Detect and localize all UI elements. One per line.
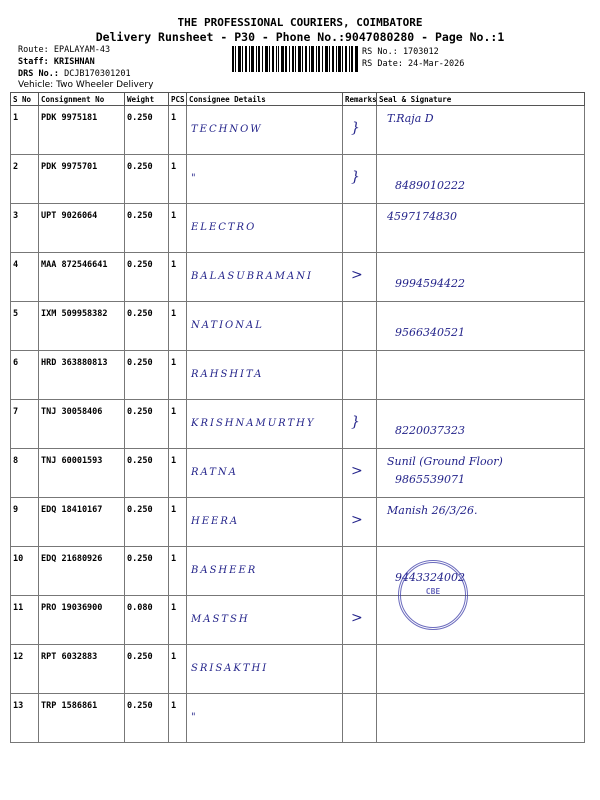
cell-weight: 0.250 [125,155,169,204]
cell-signature [377,155,585,204]
consignee-handwriting: " [191,173,198,184]
cell-sno: 12 [11,645,39,694]
consignee-handwriting: RATNA [191,467,238,478]
cell-pcs: 1 [169,400,187,449]
cell-consignee [187,596,343,645]
cell-sno: 6 [11,351,39,400]
cell-signature [377,400,585,449]
cell-weight: 0.250 [125,694,169,743]
cell-consignment: PRO 19036900 [39,596,125,645]
table-header-row [11,93,585,106]
table-row [11,155,585,204]
cell-remarks [343,351,377,400]
remark-mark: > [351,267,363,283]
signature-phone: 8220037323 [395,424,465,437]
cell-consignment: TNJ 30058406 [39,400,125,449]
signature-phone: 9443324002 [395,571,465,584]
cell-consignment: UPT 9026064 [39,204,125,253]
cell-consignment: TNJ 60001593 [39,449,125,498]
col-header-consignment: Consignment No [39,93,125,106]
cell-consignment: IXM 509958382 [39,302,125,351]
cell-weight: 0.250 [125,645,169,694]
cell-weight: 0.250 [125,449,169,498]
cell-pcs: 1 [169,498,187,547]
consignee-handwriting: KRISHNAMURTHY [191,418,316,429]
cell-remarks [343,155,377,204]
cell-consignment: HRD 363880813 [39,351,125,400]
cell-consignee [187,106,343,155]
cell-pcs: 1 [169,204,187,253]
table-row [11,596,585,645]
route-line [18,44,110,56]
cell-pcs: 1 [169,106,187,155]
cell-pcs: 1 [169,645,187,694]
remark-mark: > [351,610,363,626]
cell-weight: 0.250 [125,351,169,400]
table-row [11,351,585,400]
cell-sno: 9 [11,498,39,547]
cell-consignment: EDQ 18410167 [39,498,125,547]
table-row [11,547,585,596]
cell-sno: 11 [11,596,39,645]
cell-weight: 0.250 [125,106,169,155]
signature-text: Sunil (Ground Floor) [387,455,503,468]
table-row [11,694,585,743]
cell-weight: 0.250 [125,498,169,547]
cell-consignee [187,302,343,351]
remark-mark: > [351,463,363,479]
cell-sno: 5 [11,302,39,351]
cell-weight: 0.080 [125,596,169,645]
consignee-handwriting: HEERA [191,516,240,527]
vehicle-line: Vehicle: Two Wheeler Delivery [18,80,154,90]
cell-remarks [343,400,377,449]
route-label: Route: [18,45,49,55]
cell-pcs: 1 [169,596,187,645]
rs-date: RS Date: 24-Mar-2026 [362,59,465,69]
staff-value: KRISHNAN [53,57,95,67]
cell-signature [377,645,585,694]
drs-label: DRS No.: [18,69,59,79]
signature-text: T.Raja D [387,112,434,125]
cell-consignment: PDK 9975181 [39,106,125,155]
cell-sno: 1 [11,106,39,155]
route-value: EPALAYAM-43 [53,45,111,55]
cell-consignee [187,155,343,204]
cell-signature [377,351,585,400]
cell-consignment: MAA 872546641 [39,253,125,302]
cell-consignee [187,498,343,547]
col-header-remarks: Remarks [343,93,377,106]
cell-signature [377,694,585,743]
consignee-handwriting: ELECTRO [191,222,257,233]
cell-weight: 0.250 [125,400,169,449]
table-row [11,106,585,155]
cell-consignee [187,547,343,596]
staff-label: Staff: [18,57,49,67]
drs-value: DCJB170301201 [64,69,131,79]
consignee-handwriting: BALASUBRAMANI [191,271,313,282]
table-row [11,302,585,351]
consignee-handwriting: NATIONAL [191,320,264,331]
cell-pcs: 1 [169,351,187,400]
consignee-handwriting: SRISAKTHI [191,663,269,674]
consignee-handwriting: " [191,712,198,723]
remark-mark: } [351,120,360,136]
cell-sno: 13 [11,694,39,743]
table-row [11,498,585,547]
staff-line [18,56,95,68]
col-header-pcs: PCS [169,93,187,106]
drs-line [18,68,131,80]
signature-phone: 8489010222 [395,179,465,192]
signature-text: 4597174830 [387,210,457,223]
cell-remarks [343,498,377,547]
cell-sno: 8 [11,449,39,498]
cell-pcs: 1 [169,302,187,351]
cell-sno: 7 [11,400,39,449]
col-header-weight: Weight [125,93,169,106]
barcode [232,46,358,72]
col-header-consignee: Consignee Details [187,93,343,106]
cell-signature [377,106,585,155]
cell-consignment: EDQ 21680926 [39,547,125,596]
cell-signature [377,253,585,302]
cell-weight: 0.250 [125,547,169,596]
cell-consignee [187,694,343,743]
cell-remarks [343,106,377,155]
remark-mark: } [351,169,360,185]
table-row [11,449,585,498]
cell-weight: 0.250 [125,253,169,302]
consignee-handwriting: RAHSHITA [191,369,264,380]
cell-signature [377,498,585,547]
signature-text: Manish 26/3/26. [387,504,478,517]
cell-consignee [187,449,343,498]
consignee-handwriting: MASTSH [191,614,250,625]
table-row [11,400,585,449]
cell-pcs: 1 [169,547,187,596]
consignee-handwriting: TECHNOW [191,124,263,135]
cell-consignment: PDK 9975701 [39,155,125,204]
cell-remarks [343,302,377,351]
cell-consignment: RPT 6032883 [39,645,125,694]
cell-consignee [187,400,343,449]
rs-info [362,46,464,70]
cell-sno: 3 [11,204,39,253]
signature-phone: 9865539071 [395,473,465,486]
document-subtitle: Delivery Runsheet - P30 - Phone No.:9047080280 - Page No.:1 [95,30,505,44]
cell-consignee [187,253,343,302]
col-header-sno: S No [11,93,39,106]
cell-consignee [187,645,343,694]
table-row [11,204,585,253]
cell-remarks [343,645,377,694]
document-title: THE PROFESSIONAL COURIERS, COIMBATORE [177,16,423,29]
cell-pcs: 1 [169,253,187,302]
cell-remarks [343,204,377,253]
table-row [11,253,585,302]
remark-mark: > [351,512,363,528]
signature-phone: 9994594422 [395,277,465,290]
col-header-seal: Seal & Signature [377,93,585,106]
cell-sno: 10 [11,547,39,596]
table-row [11,645,585,694]
cell-signature [377,449,585,498]
cell-consignment: TRP 1586861 [39,694,125,743]
cell-sno: 2 [11,155,39,204]
cell-signature [377,204,585,253]
cell-consignee [187,351,343,400]
cell-remarks [343,596,377,645]
cell-remarks [343,253,377,302]
signature-phone: 9566340521 [395,326,465,339]
consignee-handwriting: BASHEER [191,565,258,576]
rs-number: RS No.: 1703012 [362,47,439,57]
cell-pcs: 1 [169,694,187,743]
cell-consignee [187,204,343,253]
cell-remarks [343,694,377,743]
cell-signature [377,302,585,351]
cell-weight: 0.250 [125,204,169,253]
remark-mark: } [351,414,360,430]
runsheet-table [10,92,585,743]
cell-remarks [343,449,377,498]
cell-remarks [343,547,377,596]
cell-weight: 0.250 [125,302,169,351]
cell-pcs: 1 [169,155,187,204]
cell-sno: 4 [11,253,39,302]
cell-pcs: 1 [169,449,187,498]
seal-mark: CBE [425,587,441,596]
company-seal-stamp [398,560,468,630]
